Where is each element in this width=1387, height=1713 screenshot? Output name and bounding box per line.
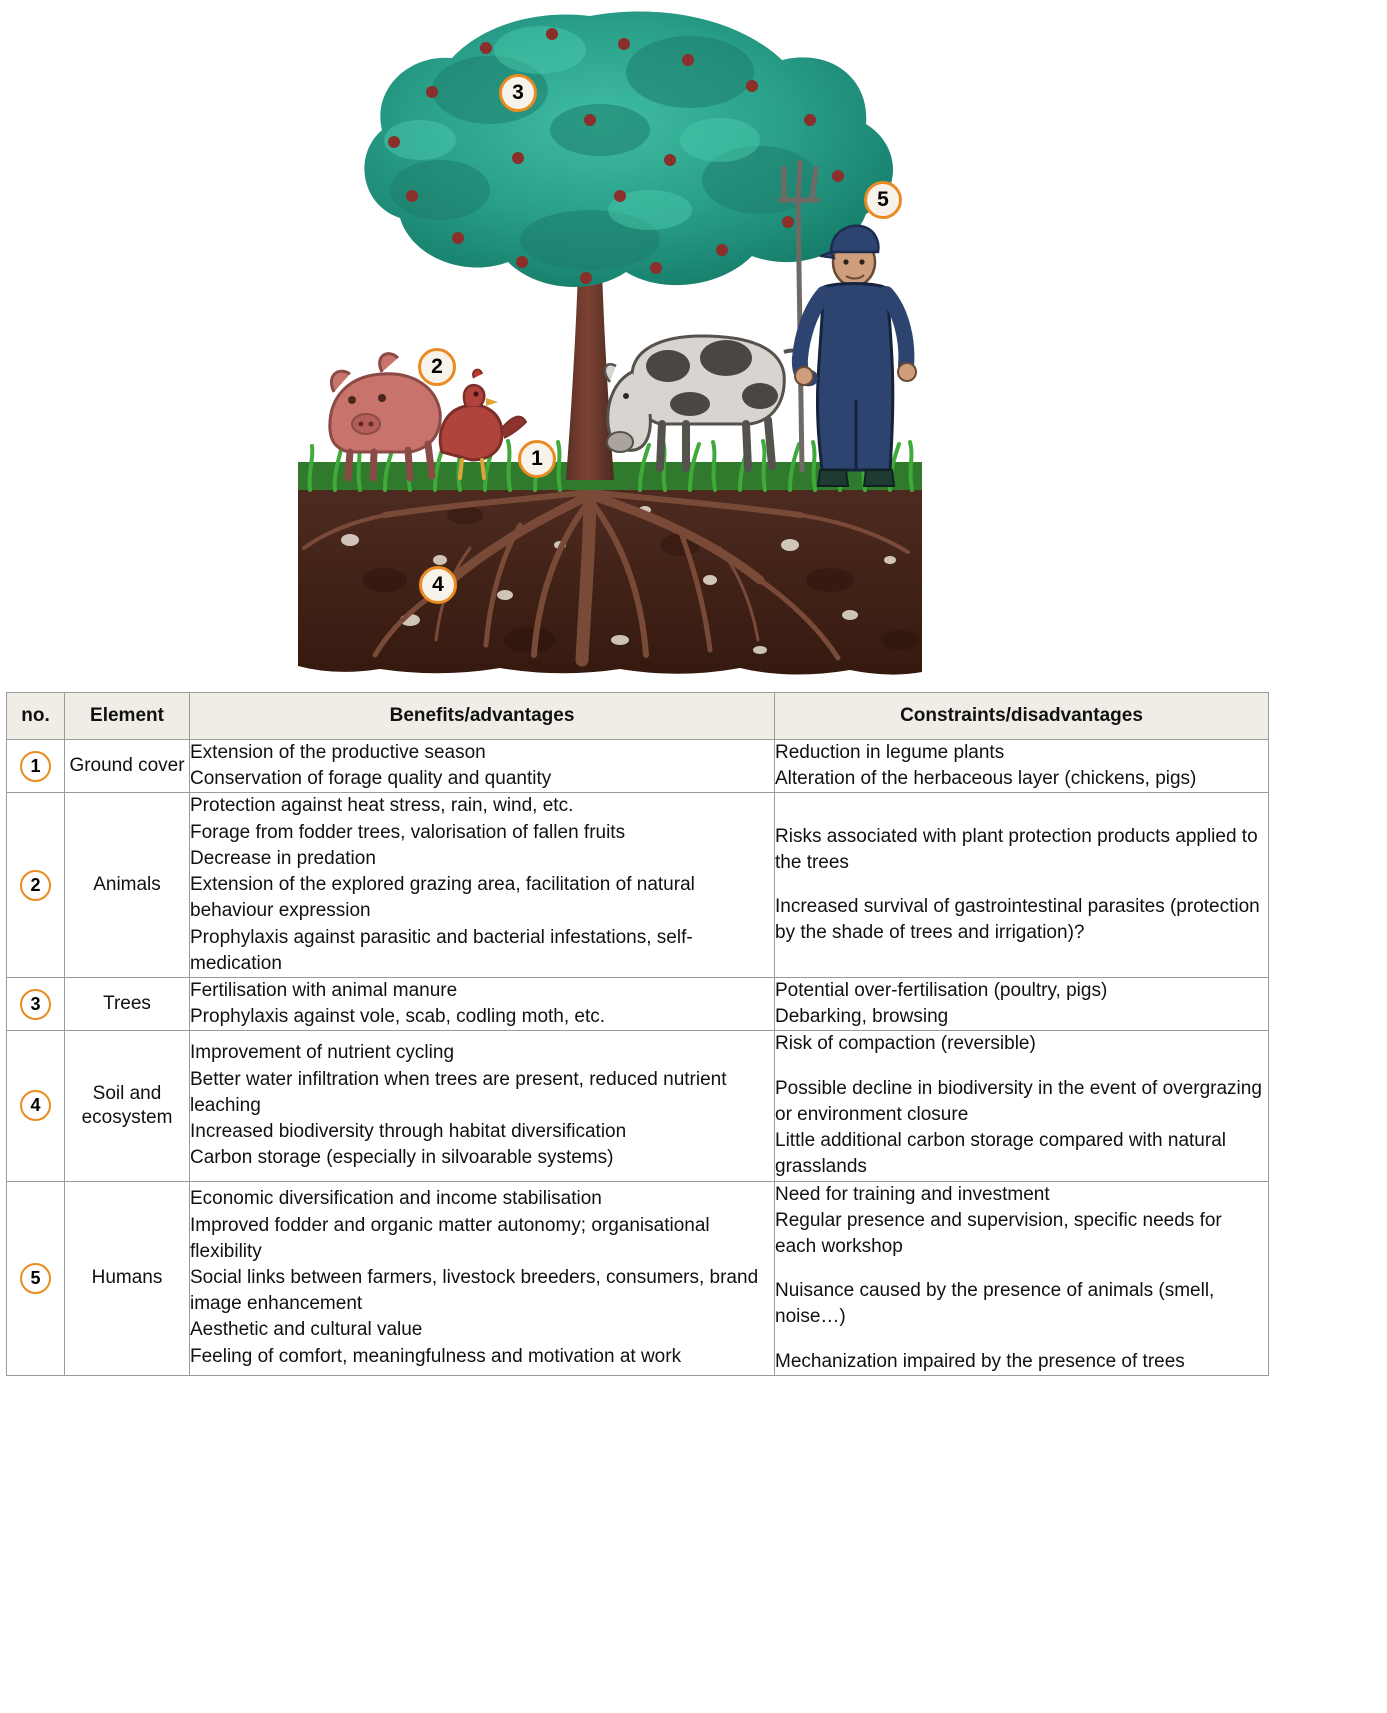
benefit-item: Conservation of forage quality and quantity [190, 768, 552, 790]
benefit-item: Protection against heat stress, rain, wind, etc. [190, 795, 574, 817]
table-row [7, 1031, 1269, 1181]
benefit-item: Prophylaxis against parasitic and bacterial infestations, self-medication [190, 926, 693, 974]
row-number-cell [7, 1031, 65, 1181]
table-row [7, 977, 1269, 1030]
benefit-item: Increased biodiversity through habitat diversification [190, 1121, 627, 1143]
header-benefits: Benefits/advantages [190, 693, 775, 740]
agroforestry-illustration [0, 0, 1387, 690]
chicken [440, 370, 526, 478]
constraint-item: Possible decline in biodiversity in the event of overgrazing or environment closure [775, 1077, 1262, 1125]
row-badge-5: 5 [20, 1263, 51, 1294]
constraint-item: Risks associated with plant protection products applied to the trees [775, 825, 1258, 873]
constraint-item: Potential over-fertilisation (poultry, pigs) [775, 979, 1108, 1001]
benefit-item: Decrease in predation [190, 847, 376, 869]
row-benefits-2 [190, 793, 775, 978]
constraint-item: Increased survival of gastrointestinal parasites (protection by the shade of trees and irrigation)? [775, 896, 1260, 944]
row-constraints-5 [775, 1181, 1269, 1375]
benefit-item: Forage from fodder trees, valorisation of fallen fruits [190, 821, 626, 843]
row-element-1: Ground cover [65, 740, 190, 793]
row-element-4: Soil and ecosystem [65, 1031, 190, 1181]
row-number-cell [7, 977, 65, 1030]
benefit-item: Extension of the explored grazing area, facilitation of natural behaviour expression [190, 874, 695, 922]
row-constraints-1 [775, 740, 1269, 793]
benefit-item: Improved fodder and organic matter autonomy; organisational flexibility [190, 1214, 710, 1262]
row-number-cell [7, 740, 65, 793]
row-benefits-4 [190, 1031, 775, 1181]
row-benefits-3 [190, 977, 775, 1030]
header-element: Element [65, 693, 190, 740]
row-number-cell [7, 1181, 65, 1375]
row-badge-4: 4 [20, 1090, 51, 1121]
tree-canopy [364, 12, 893, 287]
cow [605, 336, 805, 468]
benefit-item: Carbon storage (especially in silvoarable systems) [190, 1147, 614, 1169]
benefit-item: Improvement of nutrient cycling [190, 1042, 455, 1064]
row-badge-2: 2 [20, 870, 51, 901]
constraint-item: Nuisance caused by the presence of animals (smell, noise…) [775, 1280, 1215, 1328]
row-badge-1: 1 [20, 751, 51, 782]
marker-4: 4 [419, 566, 457, 604]
table-header-row [7, 693, 1269, 740]
benefits-constraints-table [6, 692, 1268, 1376]
row-constraints-3 [775, 977, 1269, 1030]
header-no: no. [7, 693, 65, 740]
constraint-item: Risk of compaction (reversible) [775, 1033, 1036, 1055]
row-benefits-1 [190, 740, 775, 793]
row-badge-3: 3 [20, 989, 51, 1020]
benefit-item: Extension of the productive season [190, 742, 486, 763]
marker-1: 1 [518, 440, 556, 478]
constraint-item: Little additional carbon storage compared with natural grasslands [775, 1130, 1226, 1178]
constraint-item: Alteration of the herbaceous layer (chickens, pigs) [775, 768, 1197, 790]
row-element-2: Animals [65, 793, 190, 978]
benefit-item: Better water infiltration when trees are present, reduced nutrient leaching [190, 1068, 727, 1116]
row-number-cell [7, 793, 65, 978]
benefit-item: Economic diversification and income stabilisation [190, 1188, 602, 1210]
marker-5: 5 [864, 181, 902, 219]
scene-svg [290, 0, 930, 680]
illustration-canvas [290, 0, 930, 680]
benefit-item: Social links between farmers, livestock breeders, consumers, brand image enhancement [190, 1267, 759, 1315]
table-row [7, 740, 1269, 793]
table-row [7, 793, 1269, 978]
row-benefits-5 [190, 1181, 775, 1375]
row-constraints-4 [775, 1031, 1269, 1181]
benefit-item: Aesthetic and cultural value [190, 1319, 423, 1341]
benefit-item: Prophylaxis against vole, scab, codling moth, etc. [190, 1006, 606, 1028]
row-element-3: Trees [65, 977, 190, 1030]
table-row [7, 1181, 1269, 1375]
header-constraints: Constraints/disadvantages [775, 693, 1269, 740]
row-constraints-2 [775, 793, 1269, 978]
marker-3: 3 [499, 74, 537, 112]
constraint-item: Reduction in legume plants [775, 742, 1005, 763]
constraint-item: Mechanization impaired by the presence of trees [775, 1350, 1185, 1372]
constraint-item: Need for training and investment [775, 1183, 1050, 1205]
constraint-item: Regular presence and supervision, specific needs for each workshop [775, 1209, 1222, 1257]
row-element-5: Humans [65, 1181, 190, 1375]
marker-2: 2 [418, 348, 456, 386]
constraint-item: Debarking, browsing [775, 1006, 949, 1028]
benefit-item: Fertilisation with animal manure [190, 979, 458, 1001]
benefit-item: Feeling of comfort, meaningfulness and motivation at work [190, 1345, 682, 1367]
